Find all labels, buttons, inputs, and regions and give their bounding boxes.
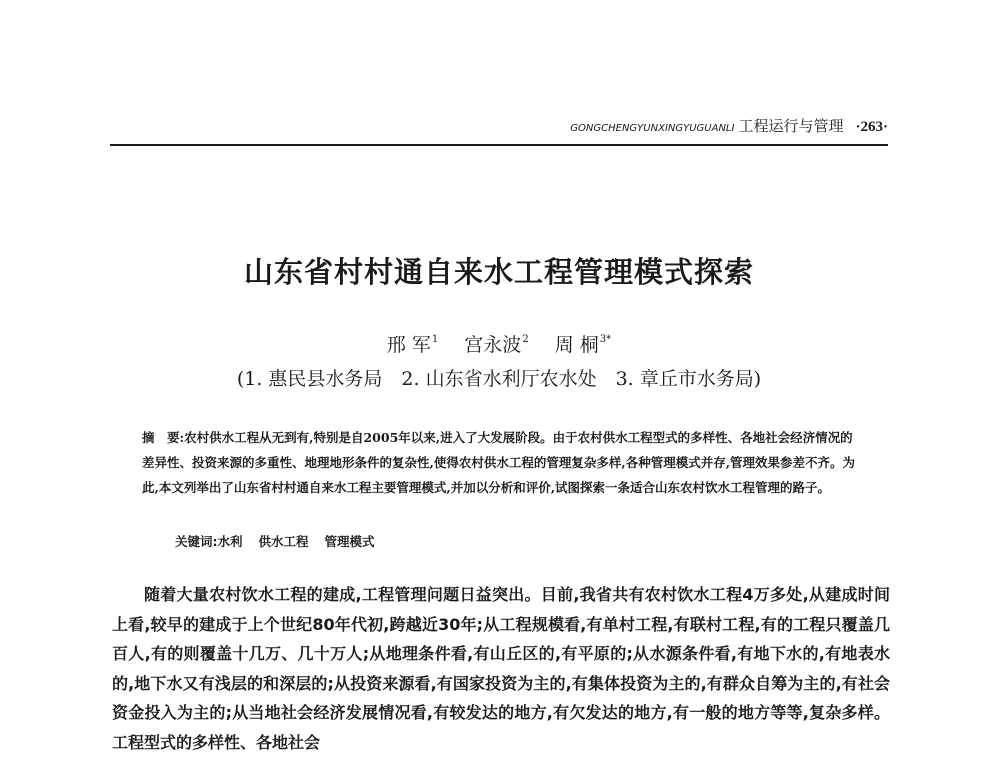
author [387,334,438,356]
author-name: 邢 军 [386,334,431,356]
author-list [110,330,888,357]
header-pinyin: GONGCHENGYUNXINGYUGUANLI [570,123,735,134]
running-header [110,115,888,136]
keyword: 管理模式 [324,534,375,549]
keyword: 供水工程 [258,534,309,549]
page-number: ·263· [855,119,888,135]
keyword: 水利 [217,534,243,549]
author-name: 周 桐 [554,334,599,356]
abstract-text: 农村供水工程从无到有,特别是自2005年以来,进入了大发展阶段。由于农村供水工程型式的多样性、各地社会经济情况的差异性、投资来源的多重性、地理地形条件的复杂性,使得农村供水工程的管理复杂多样,各种管理模式并存,管理效果参差不齐。为此,本文列举出了山东省村村通自来水工程主要管理模式,并加以分析和评价,试图探索一条适合山东农村饮水工程管理的路子。 [142,430,856,495]
author-affil-mark: 1 [431,334,439,345]
author-affil-mark: 3* [599,334,612,345]
author [555,334,611,356]
header-section: 工程运行与管理 [738,117,844,135]
body-paragraph: 随着大量农村饮水工程的建成,工程管理问题日益突出。目前,我省共有农村饮水工程4万多处,从建成时间上看,较早的建成于上个世纪80年代初,跨越近30年;从工程规模看,有单村工程,有联村工程,有的工程只覆盖几百人,有的则覆盖十几万、几十万人;从地理条件看,有山丘区的,有平原的;从水源条件看,有地下水的,有地表水的,地下水又有浅层的和深层的;从投资来源看,有国家投资为主的,有集体投资为主的,有群众自筹为主的,有社会资金投入为主的;从当地社会经济发展情况看,有较发达的地方,有欠发达的地方,有一般的地方等等,复杂多样。工程型式的多样性、各地社会 [112,585,890,752]
paper-title: 山东省村村通自来水工程管理模式探索 [243,255,754,289]
abstract [142,425,862,500]
abstract-label: 摘 要: [142,430,185,445]
keywords [175,532,865,550]
author [464,334,528,356]
author-name: 宫永波 [464,334,522,356]
keywords-label: 关键词: [175,534,218,549]
author-affil-mark: 2 [522,334,529,345]
affiliations: (1. 惠民县水务局 2. 山东省水利厅农水处 3. 章丘市水务局) [236,368,762,390]
header-rule [110,144,888,146]
